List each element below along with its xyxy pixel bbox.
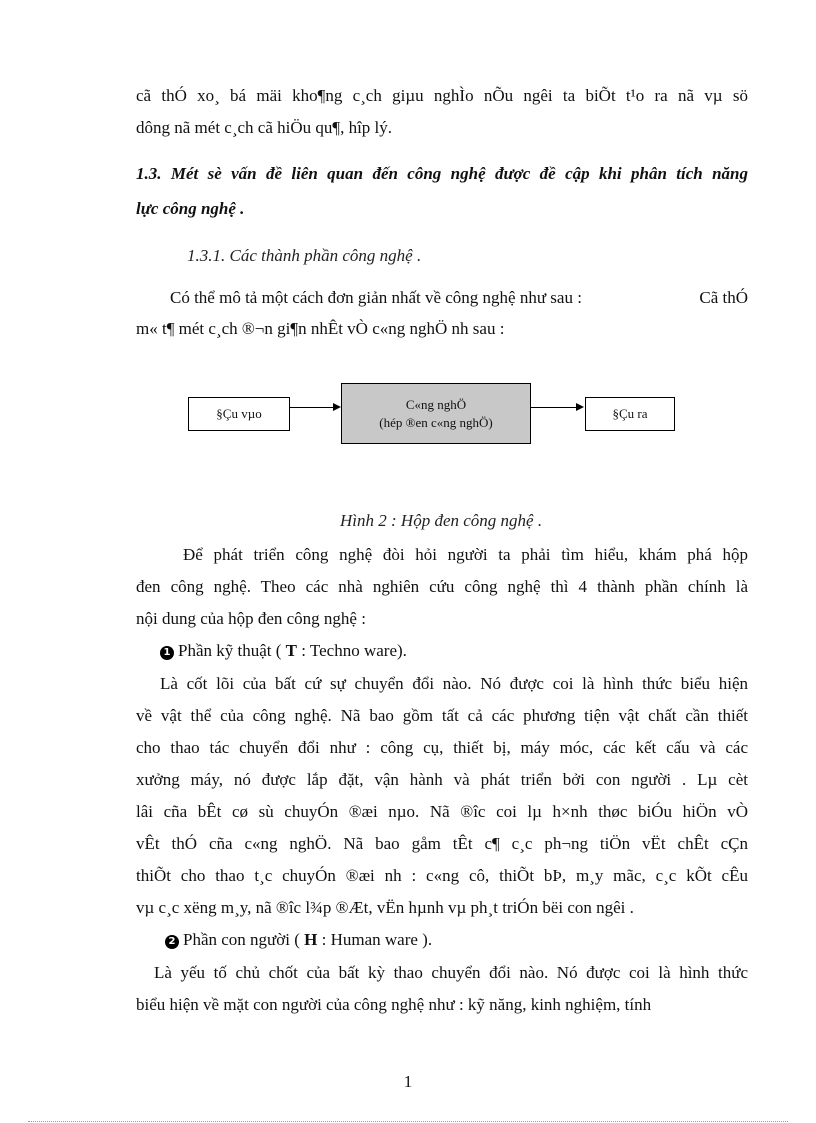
paragraph-line: dông nã mét c¸ch cã hiÖu qu¶, hîp lý. — [136, 118, 393, 137]
list-item-humanware — [165, 929, 777, 951]
paragraph-line: Là cốt lõi của bất cứ sự chuyển đổi nào. Nó được coi là hình thức biểu hiện — [160, 674, 748, 693]
page-break-divider — [28, 1121, 788, 1122]
list-item-text: Phần con người ( — [183, 930, 305, 949]
paragraph-line: nội dung của hộp đen công nghệ : — [136, 609, 366, 628]
paragraph-line: lâi cña bÊt cø sù chuyÓn ®æi nµo. Nã ®îc coi lµ h×nh thøc biÓu hiÖn vÒ — [136, 802, 748, 821]
diagram-input-box: §Çu vµo — [188, 397, 290, 431]
paragraph-line: cã thÓ xo¸ bá mäi kho¶ng c¸ch giµu nghÌo nÕu ngêi ta biÕt t¹o ra nã vµ sö — [136, 86, 748, 105]
paragraph-line: vµ c¸c xëng m¸y, nã ®îc l¾p ®Æt, vËn hµnh vµ ph¸t triÓn bëi con ngêi . — [136, 898, 634, 917]
paragraph-line: m« t¶ mét c¸ch ®¬n gi¶n nhÊt vÒ c«ng nghÖ nh sau : — [136, 319, 505, 338]
paragraph-line: cho thao tác chuyển đổi như : công cụ, thiết bị, máy móc, các kết cấu và các — [136, 738, 748, 757]
diagram-center-title: C«ng nghÖ — [405, 396, 467, 412]
figure-caption: Hình 2 : Hộp đen công nghệ . — [340, 511, 543, 530]
paragraph-line: biểu hiện về mặt con người của công nghệ như : kỹ năng, kinh nghiệm, tính — [136, 995, 652, 1014]
list-item-technoware — [160, 640, 772, 662]
list-item-text: : Techno ware). — [297, 641, 407, 660]
section-heading-line2: lực công nghệ . — [136, 199, 245, 218]
paragraph-line — [170, 287, 748, 309]
number-1-icon: 1 — [160, 646, 174, 660]
list-item-text: : Human ware ). — [317, 930, 433, 949]
paragraph-text: Cã thÓ — [699, 288, 748, 307]
number-2-icon: 2 — [165, 935, 179, 949]
arrow-right-icon — [576, 403, 584, 411]
list-item-text: Phần kỹ thuật ( — [178, 641, 286, 660]
list-item-code: T — [285, 641, 297, 660]
list-item-code: H — [304, 930, 318, 949]
paragraph-text: Có thể mô tả một cách đơn giản nhất về công nghệ như sau : — [170, 288, 582, 307]
arrow-right-icon — [333, 403, 341, 411]
subsection-heading: 1.3.1. Các thành phần công nghệ . — [187, 246, 422, 265]
arrow-line — [531, 407, 577, 408]
paragraph-line: Là yếu tố chủ chốt của bất kỳ thao chuyển đổi nào. Nó được coi là hình thức — [154, 963, 748, 982]
diagram-technology-box — [341, 383, 531, 444]
diagram-output-box: §Çu ra — [585, 397, 675, 431]
arrow-line — [290, 407, 334, 408]
page-number: 1 — [403, 1072, 413, 1091]
diagram-center-subtitle: (hép ®en c«ng nghÖ) — [379, 414, 493, 430]
paragraph-line: thiÕt cho thao t¸c chuyÓn ®æi nh : c«ng cô, thiÕt bÞ, m¸y mãc, c¸c kÕt cÊu — [136, 866, 748, 885]
section-heading-line1: 1.3. Mét sè vấn đề liên quan đến công nghệ được đề cập khi phân tích năng — [136, 164, 748, 183]
paragraph-line: đen công nghệ. Theo các nhà nghiên cứu công nghệ thì 4 thành phần chính là — [136, 577, 748, 596]
paragraph-line: xưởng máy, nó được lắp đặt, vận hành và phát triển bởi con người . Lµ cèt — [136, 770, 748, 789]
paragraph-line: Để phát triển công nghệ đòi hỏi người ta phải tìm hiểu, khám phá hộp — [183, 545, 748, 564]
paragraph-line: vÊt thÓ cña c«ng nghÖ. Nã bao gåm tÊt c¶ c¸c ph¬ng tiÖn vËt chÊt cÇn — [136, 834, 748, 853]
paragraph-line: về vật thể của công nghệ. Nã bao gồm tất cả các phương tiện vật chất cần thiết — [136, 706, 748, 725]
